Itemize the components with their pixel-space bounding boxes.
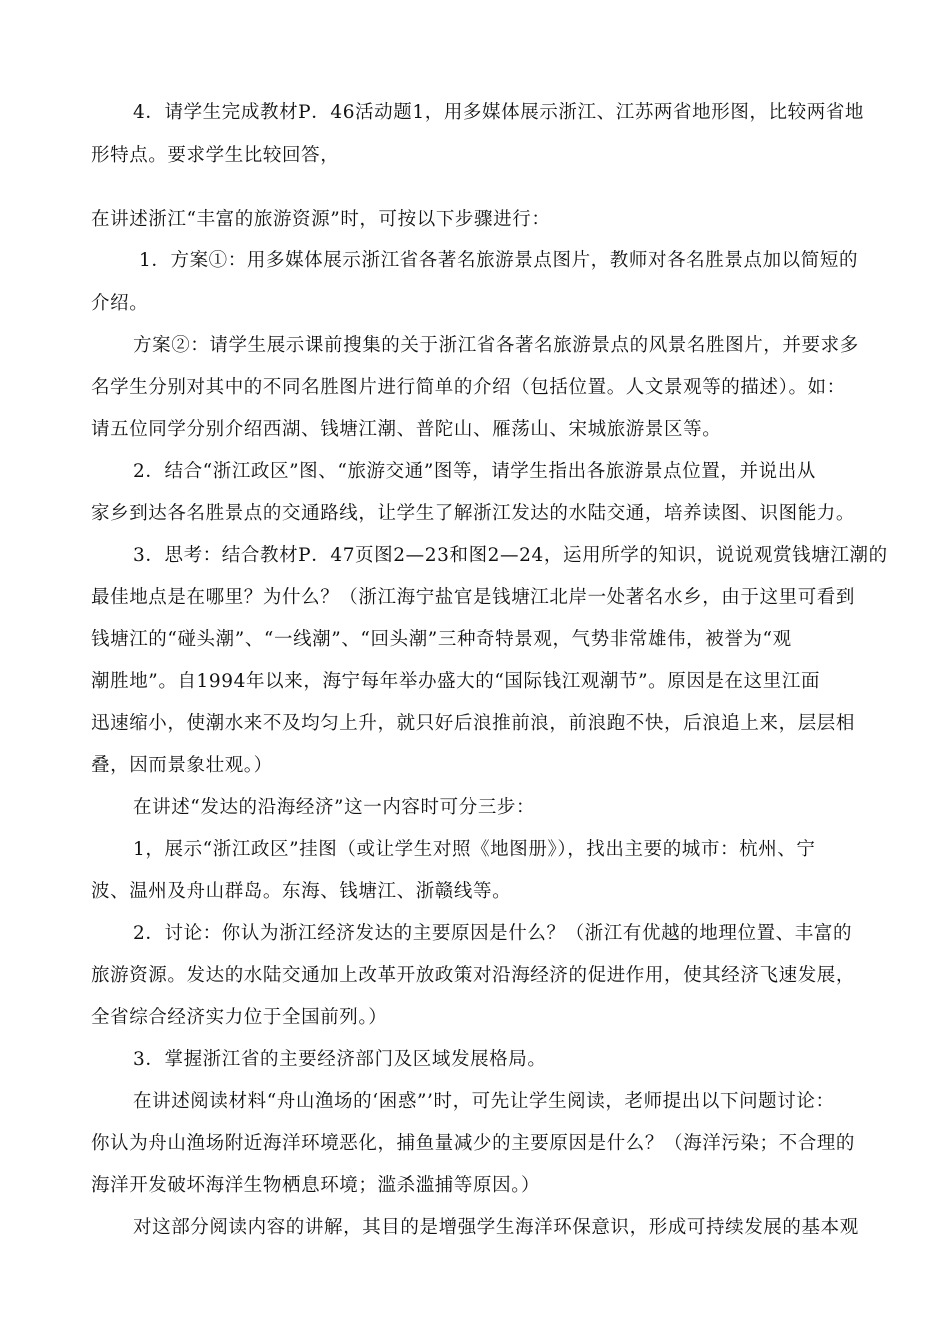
text-line: 叠，因而景象壮观。）: [91, 755, 273, 776]
text-line: 2．结合“浙江政区”图、“旅游交通”图等，请学生指出各旅游景点位置，并说出从: [133, 461, 816, 482]
text-line: 形特点。要求学生比较回答，: [91, 145, 340, 166]
text-line: 家乡到达各名胜景点的交通路线，让学生了解浙江发达的水陆交通，培养读图、识图能力。: [91, 503, 856, 524]
text-line: 3．掌握浙江省的主要经济部门及区域发展格局。: [133, 1049, 547, 1070]
text-line: 3．思考：结合教材P．47页图2—23和图2—24，运用所学的知识，说说观赏钱塘江潮的: [133, 545, 888, 566]
text-line: 介绍。: [91, 293, 149, 314]
text-line: 海洋开发破坏海洋生物栖息环境；滥杀滥捕等原因。）: [91, 1175, 541, 1196]
text-line: 在讲述浙江“丰富的旅游资源”时，可按以下步骤进行：: [91, 209, 551, 230]
text-line: 在讲述“发达的沿海经济”这一内容时可分三步：: [133, 797, 536, 818]
text-line: 迅速缩小，使潮水来不及均匀上升，就只好后浪推前浪，前浪跑不快，后浪追上来，层层相: [91, 713, 856, 734]
text-line: 潮胜地”。自1994年以来，海宁每年举办盛大的“国际钱江观潮节”。原因是在这里江面: [91, 671, 821, 692]
text-line: 你认为舟山渔场附近海洋环境恶化，捕鱼量减少的主要原因是什么？（海洋污染；不合理的: [91, 1133, 856, 1154]
text-line: 请五位同学分别介绍西湖、钱塘江潮、普陀山、雁荡山、宋城旅游景区等。: [91, 419, 722, 440]
text-line: 在讲述阅读材料“舟山渔场的‘困惑”’时，可先让学生阅读，老师提出以下问题讨论：: [133, 1091, 835, 1112]
text-line: 波、温州及舟山群岛。东海、钱塘江、浙赣线等。: [91, 881, 512, 902]
text-line: 名学生分别对其中的不同名胜图片进行简单的介绍（包括位置。人文景观等的描述）。如：: [91, 377, 846, 398]
text-line: 1．方案①：用多媒体展示浙江省各著名旅游景点图片，教师对各名胜景点加以简短的: [139, 250, 859, 271]
text-line: 2．讨论：你认为浙江经济发达的主要原因是什么？（浙江有优越的地理位置、丰富的: [133, 923, 853, 944]
text-line: 方案②：请学生展示课前搜集的关于浙江省各著名旅游景点的风景名胜图片，并要求多: [133, 335, 859, 356]
text-line: 最佳地点是在哪里？为什么？（浙江海宁盐官是钱塘江北岸一处著名水乡，由于这里可看到: [91, 587, 856, 608]
text-line: 4．请学生完成教材P．46活动题1，用多媒体展示浙江、江苏两省地形图，比较两省地: [133, 102, 865, 123]
text-line: 钱塘江的“碰头潮”、“一线潮”、“回头潮”三种奇特景观，气势非常雄伟，被誉为“观: [91, 629, 792, 650]
text-line: 旅游资源。发达的水陆交通加上改革开放政策对沿海经济的促进作用，使其经济飞速发展，: [91, 965, 856, 986]
text-line: 1，展示“浙江政区”挂图（或让学生对照《地图册》），找出主要的城市：杭州、宁: [133, 839, 816, 860]
text-line: 全省综合经济实力位于全国前列。）: [91, 1007, 388, 1028]
text-line: 对这部分阅读内容的讲解，其目的是增强学生海洋环保意识，形成可持续发展的基本观: [133, 1217, 859, 1238]
